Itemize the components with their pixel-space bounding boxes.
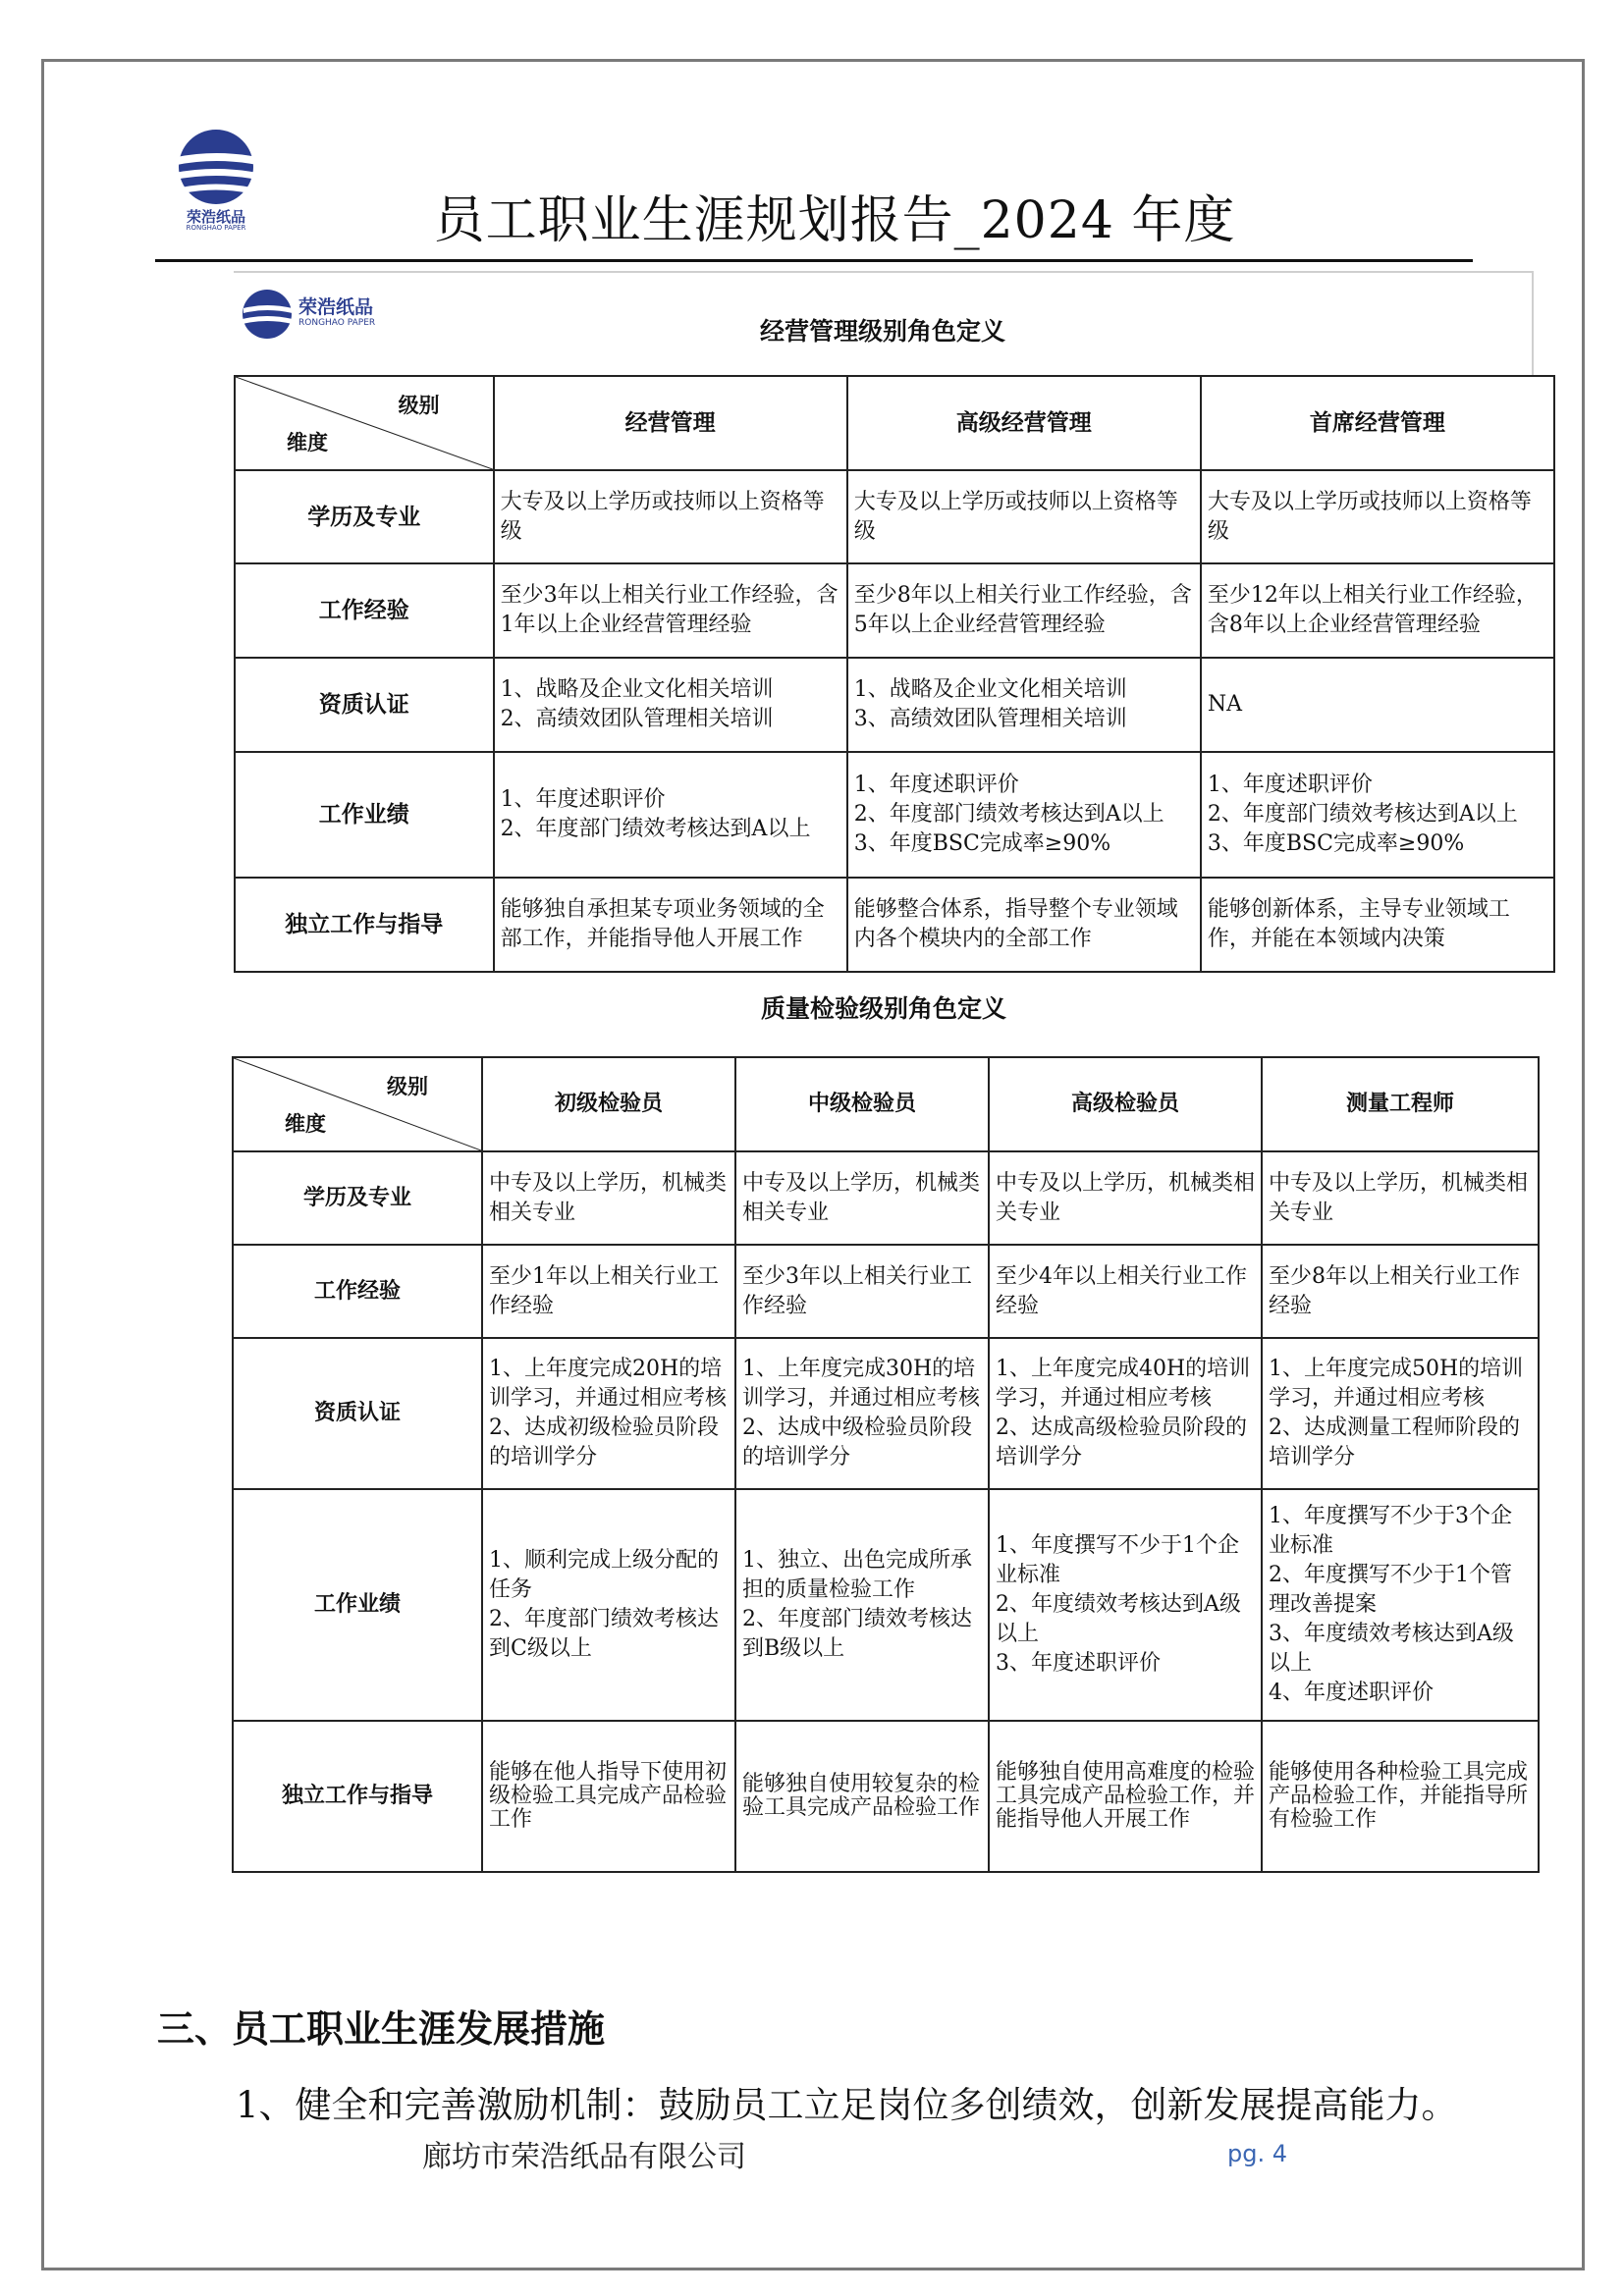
column-header: 测量工程师 bbox=[1262, 1057, 1539, 1151]
column-header: 中级检验员 bbox=[735, 1057, 989, 1151]
corner-dimension-label: 维度 bbox=[285, 1112, 326, 1136]
table-cell: 至少1年以上相关行业工作经验 bbox=[482, 1245, 735, 1338]
table-cell: 中专及以上学历，机械类相关专业 bbox=[1262, 1151, 1539, 1245]
logo-brand-text: 荣浩纸品 bbox=[186, 208, 245, 226]
corner-dimension-label: 维度 bbox=[287, 431, 328, 454]
corner-cell bbox=[233, 1057, 482, 1151]
row-header: 学历及专业 bbox=[233, 1151, 482, 1245]
table-cell: 1、年度述职评价 2、年度部门绩效考核达到A以上 bbox=[494, 752, 847, 878]
row-header: 工作经验 bbox=[233, 1245, 482, 1338]
management-table-title: 经营管理级别角色定义 bbox=[759, 317, 1005, 346]
table-cell: 1、年度述职评价 2、年度部门绩效考核达到A以上 3、年度BSC完成率≥90% bbox=[847, 752, 1201, 878]
management-table-block bbox=[234, 271, 1538, 973]
table-cell: 1、上年度完成20H的培训学习，并通过相应考核 2、达成初级检验员阶段的培训学分 bbox=[482, 1338, 735, 1489]
table-row bbox=[233, 1489, 1539, 1721]
corner-cell bbox=[235, 376, 494, 470]
row-header: 工作业绩 bbox=[233, 1489, 482, 1721]
column-header: 高级经营管理 bbox=[847, 376, 1201, 470]
table-cell: 大专及以上学历或技师以上资格等级 bbox=[1201, 470, 1554, 563]
table-cell: 1、年度述职评价 2、年度部门绩效考核达到A以上 3、年度BSC完成率≥90% bbox=[1201, 752, 1554, 878]
column-header: 经营管理 bbox=[494, 376, 847, 470]
table-row bbox=[233, 1151, 1539, 1245]
table-row bbox=[235, 878, 1554, 972]
table-cell: 1、战略及企业文化相关培训 2、高绩效团队管理相关培训 bbox=[494, 658, 847, 752]
footer-company: 廊坊市荣浩纸品有限公司 bbox=[422, 2140, 746, 2174]
table-cell: 能够在他人指导下使用初级检验工具完成产品检验工作 bbox=[482, 1721, 735, 1872]
table-cell: 至少8年以上相关行业工作经验，含5年以上企业经营管理经验 bbox=[847, 563, 1201, 658]
table-cell: 1、独立、出色完成所承担的质量检验工作 2、年度部门绩效考核达到B级以上 bbox=[735, 1489, 989, 1721]
table-cell: 能够独自承担某专项业务领域的全部工作，并能指导他人开展工作 bbox=[494, 878, 847, 972]
table-cell: 能够独自使用较复杂的检验工具完成产品检验工作 bbox=[735, 1721, 989, 1872]
section-paragraph: 1、健全和完善激励机制：鼓励员工立足岗位多创绩效，创新发展提高能力。 bbox=[236, 2084, 1458, 2126]
table-cell: 1、年度撰写不少于3个企业标准 2、年度撰写不少于1个管理改善提案 3、年度绩效考核达到A级以上 4、年度述职评价 bbox=[1262, 1489, 1539, 1721]
table-cell: 中专及以上学历，机械类相关专业 bbox=[482, 1151, 735, 1245]
table-cell: 能够整合体系，指导整个专业领域内各个模块内的全部工作 bbox=[847, 878, 1201, 972]
quality-table bbox=[232, 1056, 1540, 1873]
row-header: 工作业绩 bbox=[235, 752, 494, 878]
management-table bbox=[234, 375, 1555, 973]
management-table-header bbox=[234, 271, 1534, 375]
table-cell: 至少8年以上相关行业工作经验 bbox=[1262, 1245, 1539, 1338]
row-header: 资质认证 bbox=[233, 1338, 482, 1489]
table-row bbox=[235, 752, 1554, 878]
table-cell: 至少12年以上相关行业工作经验，含8年以上企业经营管理经验 bbox=[1201, 563, 1554, 658]
table-row bbox=[235, 658, 1554, 752]
table-cell: 至少3年以上相关行业工作经验，含1年以上企业经营管理经验 bbox=[494, 563, 847, 658]
logo-sub-text: RONGHAO PAPER bbox=[186, 224, 246, 232]
table-cell: 大专及以上学历或技师以上资格等级 bbox=[494, 470, 847, 563]
table-row bbox=[235, 376, 1554, 470]
table-logo-brand: 荣浩纸品 bbox=[298, 296, 374, 318]
table-cell: 1、顺利完成上级分配的任务 2、年度部门绩效考核达到C级以上 bbox=[482, 1489, 735, 1721]
table-cell: 能够使用各种检验工具完成产品检验工作，并能指导所有检验工作 bbox=[1262, 1721, 1539, 1872]
table-cell: 1、上年度完成30H的培训学习，并通过相应考核 2、达成中级检验员阶段的培训学分 bbox=[735, 1338, 989, 1489]
column-header: 首席经营管理 bbox=[1201, 376, 1554, 470]
table-cell: 大专及以上学历或技师以上资格等级 bbox=[847, 470, 1201, 563]
table-cell: 1、年度撰写不少于1个企业标准 2、年度绩效考核达到A级以上 3、年度述职评价 bbox=[989, 1489, 1262, 1721]
corner-level-label: 级别 bbox=[387, 1075, 428, 1098]
quality-table-block bbox=[232, 1056, 1538, 1873]
title-rule bbox=[155, 259, 1473, 262]
corner-level-label: 级别 bbox=[398, 394, 440, 417]
table-cell: 能够独自使用高难度的检验工具完成产品检验工作，并能指导他人开展工作 bbox=[989, 1721, 1262, 1872]
quality-table-title: 质量检验级别角色定义 bbox=[760, 994, 1006, 1023]
table-cell: NA bbox=[1201, 658, 1554, 752]
table-cell: 1、上年度完成50H的培训学习，并通过相应考核 2、达成测量工程师阶段的培训学分 bbox=[1262, 1338, 1539, 1489]
table-logo-sub: RONGHAO PAPER bbox=[298, 318, 376, 328]
section-heading: 三、员工职业生涯发展措施 bbox=[157, 2007, 606, 2051]
row-header: 独立工作与指导 bbox=[235, 878, 494, 972]
document-title: 员工职业生涯规划报告_2024 年度 bbox=[433, 191, 1236, 250]
row-header: 独立工作与指导 bbox=[233, 1721, 482, 1872]
row-header: 资质认证 bbox=[235, 658, 494, 752]
table-cell: 能够创新体系，主导专业领域工作，并能在本领域内决策 bbox=[1201, 878, 1554, 972]
table-row bbox=[233, 1245, 1539, 1338]
table-cell: 中专及以上学历，机械类相关专业 bbox=[989, 1151, 1262, 1245]
table-cell: 中专及以上学历，机械类相关专业 bbox=[735, 1151, 989, 1245]
table-row bbox=[233, 1338, 1539, 1489]
company-logo bbox=[167, 128, 265, 236]
table-cell: 1、战略及企业文化相关培训 3、高绩效团队管理相关培训 bbox=[847, 658, 1201, 752]
table-row bbox=[233, 1057, 1539, 1151]
column-header: 高级检验员 bbox=[989, 1057, 1262, 1151]
row-header: 学历及专业 bbox=[235, 470, 494, 563]
column-header: 初级检验员 bbox=[482, 1057, 735, 1151]
table-row bbox=[233, 1721, 1539, 1872]
table-row bbox=[235, 563, 1554, 658]
row-header: 工作经验 bbox=[235, 563, 494, 658]
table-row bbox=[235, 470, 1554, 563]
table-cell: 至少3年以上相关行业工作经验 bbox=[735, 1245, 989, 1338]
table-cell: 1、上年度完成40H的培训学习，并通过相应考核 2、达成高级检验员阶段的培训学分 bbox=[989, 1338, 1262, 1489]
page-number: pg. 4 bbox=[1227, 2140, 1287, 2167]
table-cell: 至少4年以上相关行业工作经验 bbox=[989, 1245, 1262, 1338]
